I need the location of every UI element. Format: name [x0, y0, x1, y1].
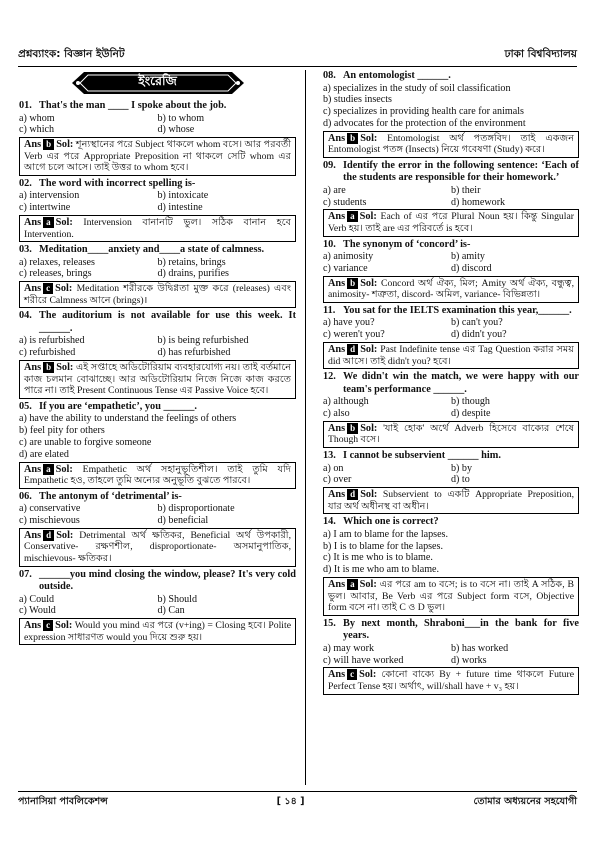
option-item: c) over: [323, 474, 352, 486]
option-item: d) despite: [451, 408, 491, 420]
question-list-left: [19, 100, 296, 645]
solution-box: [323, 421, 579, 448]
question-text: The word with incorrect spelling is-: [39, 177, 196, 189]
solution-label: Sol:: [56, 529, 74, 541]
answer-letter-badge: a: [347, 579, 358, 590]
option-item: d) works: [451, 654, 487, 666]
option-item: a) relaxes, releases: [19, 256, 95, 268]
solution-label: Sol:: [359, 578, 377, 590]
solution-label: Sol:: [55, 463, 73, 475]
question-item: [323, 516, 579, 615]
solution-box: [323, 209, 579, 236]
header-right-title: ঢাকা বিশ্ববিদ্যালয়: [504, 48, 577, 60]
option-item: b) can't you?: [451, 317, 503, 329]
option-item: a) animosity: [323, 251, 374, 263]
answer-letter-badge: c: [43, 283, 53, 294]
question-line: [19, 310, 296, 335]
question-text: Meditation____anxiety and____a state of calmness.: [39, 244, 265, 256]
solution-label: Sol:: [360, 344, 378, 356]
question-line: [19, 244, 296, 257]
option-item: c) will have worked: [323, 654, 404, 666]
option-item: a) on: [323, 462, 344, 474]
solution-text: Entomologist অর্থ পতঙ্গবিদ। তাই একজন Entomologist পতঙ্গ (Insects) নিয়ে গবেষণা (Study) করে।: [328, 132, 574, 156]
solution-box: [19, 528, 296, 567]
solution-label: Sol:: [56, 139, 74, 151]
option-list: [323, 529, 579, 576]
solution-label: Sol:: [360, 132, 378, 144]
answer-label: Ans: [328, 344, 346, 356]
question-number: 11.: [323, 304, 336, 316]
question-number: 13.: [323, 450, 336, 461]
answer-label: Ans: [24, 463, 42, 475]
left-column: [19, 70, 296, 785]
question-item: [323, 371, 579, 448]
answer-label: Ans: [24, 620, 42, 632]
question-line: [323, 371, 579, 396]
question-number: 07.: [19, 568, 32, 580]
option-item: c) mischievous: [19, 514, 80, 526]
option-item: d) whose: [157, 124, 195, 136]
answer-letter-badge: b: [347, 133, 358, 144]
option-item: a) I am to blame for the lapses.: [323, 528, 449, 540]
answer-label: Ans: [328, 422, 346, 434]
answer-label: Ans: [24, 529, 42, 541]
solution-box: [19, 462, 296, 489]
question-item: [19, 491, 296, 567]
question-line: [19, 401, 296, 414]
option-item: c) also: [323, 408, 350, 420]
question-item: [19, 100, 296, 176]
answer-label: Ans: [328, 669, 346, 681]
answer-label: Ans: [24, 139, 42, 151]
question-text: An entomologist ______.: [343, 70, 451, 81]
option-item: b) I is to blame for the lapses.: [323, 540, 443, 552]
option-item: c) releases, brings: [19, 268, 92, 280]
question-text: Which one is correct?: [343, 516, 439, 528]
footer-rule: [18, 791, 577, 792]
option-item: d) It is me who am to blame.: [323, 564, 440, 576]
solution-text: Intervension বানানটি ভুল। সঠিক বানান হবে Intervention.: [24, 216, 292, 240]
question-line: [19, 569, 296, 594]
option-item: b) by: [451, 462, 473, 474]
answer-letter-badge: d: [347, 489, 358, 500]
answer-label: Ans: [328, 578, 346, 590]
solution-box: [323, 342, 579, 369]
option-item: c) variance: [323, 262, 368, 274]
option-item: d) has refurbished: [157, 347, 231, 359]
solution-text: শূন্যস্থানের পরে Subject থাকলে whom বসে। আর পরবর্তী Verb এর পরে Appropriate Preposition না থাকলে সেটি whom এর আগে চলে আসে। তাই উত্তর to whom হবে।: [24, 139, 291, 174]
solution-box: [323, 487, 579, 514]
question-text: We didn't win the match, we were happy with our team's performance ______.: [343, 371, 579, 395]
solution-box: [19, 618, 296, 645]
option-item: b) to whom: [157, 112, 205, 124]
question-number: 01.: [19, 100, 32, 111]
answer-letter-badge: b: [43, 139, 54, 150]
solution-box: [19, 215, 296, 242]
question-item: [19, 401, 296, 489]
page-number: [ ১৪ ]: [276, 795, 305, 807]
option-item: a) have you?: [323, 317, 375, 329]
question-text: If you are ‘empathetic’, you ______.: [39, 400, 197, 412]
page-header: [18, 44, 577, 64]
option-item: b) disproportionate: [157, 503, 235, 515]
option-item: b) has worked: [451, 642, 509, 654]
option-item: a) whom: [19, 112, 55, 124]
question-number: 09.: [323, 159, 336, 171]
solution-text: 'যাই হোক' অর্থে Adverb হিসেবে বাক্যের শেষে Though বসে।: [328, 422, 575, 446]
solution-box: [323, 577, 579, 616]
option-item: b) amity: [451, 251, 485, 263]
question-item: [323, 160, 579, 237]
option-list: [323, 643, 579, 667]
option-item: b) intoxicate: [157, 190, 209, 202]
solution-label: Sol:: [56, 362, 74, 374]
option-item: d) drains, purifies: [157, 268, 229, 280]
question-line: [19, 100, 296, 113]
solution-label: Sol:: [360, 422, 378, 434]
option-item: a) specializes in the study of soil classification: [323, 82, 511, 94]
solution-text: Past Indefinite tense এর Tag Question করার সময় did আসে। তাই didn't you? হবে।: [328, 344, 574, 367]
option-list: [323, 185, 579, 209]
option-item: a) have the ability to understand the feelings of others: [19, 413, 237, 425]
solution-label: Sol:: [360, 277, 378, 289]
column-divider: [305, 70, 306, 785]
solution-label: Sol:: [359, 211, 377, 223]
question-text: Identify the error in the following sentence: ‘Each of the students are responsible for their homework.’: [343, 159, 579, 184]
header-rule: [18, 66, 577, 67]
option-list: [19, 113, 296, 137]
answer-label: Ans: [328, 277, 346, 289]
option-item: c) refurbished: [19, 347, 76, 359]
question-item: [323, 450, 579, 514]
question-number: 14.: [323, 516, 336, 528]
option-item: b) their: [451, 184, 481, 196]
question-item: [19, 569, 296, 646]
header-left-title: প্রশ্নব্যাংক: বিজ্ঞান ইউনিট: [18, 48, 125, 60]
section-banner: [70, 70, 246, 96]
question-item: [323, 305, 579, 369]
solution-text: Concord অর্থ ঐক্য, মিল; Amity অর্থ ঐক্য, বন্ধুত্ব, animosity- শত্রুতা, discord- অমিল, variance- বিভিন্নতা।: [328, 277, 574, 301]
question-line: [323, 70, 579, 83]
question-line: [323, 305, 579, 318]
option-item: b) retains, brings: [157, 256, 226, 268]
answer-letter-badge: b: [347, 278, 358, 289]
question-number: 02.: [19, 177, 32, 189]
question-line: [19, 491, 296, 504]
solution-box: [19, 360, 296, 399]
option-item: a) Could: [19, 593, 55, 605]
option-item: b) is being refurbished: [157, 335, 249, 347]
page-footer: [18, 794, 577, 810]
option-item: d) discord: [451, 262, 492, 274]
answer-label: Ans: [24, 283, 42, 295]
option-item: a) intervension: [19, 190, 80, 202]
solution-box: [323, 131, 579, 158]
solution-text: Empathetic অর্থ সহানুভূতিশীল। তাই তুমি যদি Empathetic হও, তাহলে তুমি অন্যের অনুভূতি বুঝতে পারবে।: [24, 463, 291, 487]
solution-label: Sol:: [360, 489, 378, 501]
option-list: [19, 335, 296, 359]
option-list: [19, 190, 296, 214]
question-text: ______you mind closing the window, please? It's very cold outside.: [39, 568, 296, 593]
solution-text: Would you mind এর পরে (v+ing) = Closing হবে। Polite expression সাধারণত would you দিয়ে শুরু হয়।: [24, 620, 291, 643]
footer-tagline: তোমার অধ্যয়নের সহযোগী: [473, 795, 577, 807]
option-list: [19, 503, 296, 527]
solution-text: এই সপ্তাহে অডিটোরিয়াম ব্যবহারযোগ্য নয়। তাই বর্তমানে কাজ চলমান বোঝাচ্ছে। আর অডিটোরিয়াম নিজে নিজে কাজ করতে পারে না। তাই Present Continuous Tense এর Passive Voice হবে।: [24, 362, 292, 397]
solution-text: এর পরে am to বসে; is to বসে না। তাই A সঠিক, B ভুল। আবার, Be Verb এর পরে Subject form বসে, Objective form বসে না। তাই C ও D ভুল।: [328, 578, 574, 614]
question-number: 10.: [323, 238, 336, 250]
question-text: I cannot be subservient ______ him.: [343, 450, 501, 461]
option-item: b) studies insects: [323, 94, 392, 106]
question-text: By next month, Shraboni___in the bank for five years.: [343, 617, 579, 642]
question-line: [323, 239, 579, 252]
question-text: The auditorium is not available for use this week. It ______.: [39, 310, 296, 334]
option-item: d) to: [451, 474, 470, 486]
answer-label: Ans: [328, 132, 346, 144]
option-item: a) conservative: [19, 503, 81, 515]
option-list: [19, 257, 296, 281]
answer-letter-badge: b: [347, 423, 358, 434]
option-item: a) although: [323, 396, 369, 408]
answer-letter-badge: c: [347, 669, 357, 680]
solution-text: Subservient to একটি Appropriate Preposition, যার অর্থ অধীনস্থ বা অধীন।: [328, 489, 574, 512]
option-list: [323, 83, 579, 130]
question-item: [19, 244, 296, 308]
question-line: [323, 160, 579, 185]
question-number: 06.: [19, 490, 32, 502]
answer-letter-badge: c: [43, 620, 53, 631]
solution-text: কোনো বাক্যে By + future time থাকলে Future Perfect Tense হয়। অর্থাৎ, will/shall have + v₃ হয়।: [328, 669, 574, 692]
option-item: a) may work: [323, 642, 375, 654]
solution-text: Meditation শরীরকে উদ্বিগ্নতা মুক্ত করে (releases) এবং শরীরে Calmness আনে (brings)।: [24, 283, 291, 306]
solution-label: Sol:: [55, 216, 73, 228]
solution-label: Sol:: [55, 620, 73, 632]
solution-box: [323, 667, 579, 694]
answer-letter-badge: b: [43, 362, 54, 373]
answer-label: Ans: [328, 211, 346, 223]
question-line: [323, 618, 579, 643]
question-list-right: [323, 70, 579, 695]
question-item: [19, 178, 296, 242]
option-item: b) Should: [157, 593, 198, 605]
option-list: [323, 317, 579, 341]
option-item: c) which: [19, 124, 55, 136]
answer-letter-badge: d: [347, 344, 358, 355]
question-item: [323, 239, 579, 303]
option-item: d) Can: [157, 605, 185, 617]
answer-label: Ans: [328, 489, 346, 501]
option-item: c) It is me who is to blame.: [323, 552, 433, 564]
question-text: You sat for the IELTS examination this year,______.: [343, 304, 572, 316]
option-item: c) are unable to forgive someone: [19, 436, 152, 448]
option-item: a) is refurbished: [19, 335, 85, 347]
option-item: d) homework: [451, 196, 506, 208]
option-item: c) students: [323, 196, 367, 208]
answer-label: Ans: [24, 362, 42, 374]
option-item: a) are: [323, 184, 346, 196]
section-title: ইংরেজি: [138, 73, 177, 88]
solution-box: [19, 137, 296, 176]
answer-letter-badge: d: [43, 530, 54, 541]
option-item: d) didn't you?: [451, 329, 507, 341]
option-item: d) advocates for the protection of the environment: [323, 117, 526, 129]
question-text: The antonym of ‘detrimental’ is-: [39, 490, 182, 502]
option-item: d) are elated: [19, 448, 69, 460]
question-number: 04.: [19, 310, 32, 322]
footer-publisher: প্যানাসিয়া পাবলিকেশন্স: [18, 795, 108, 807]
question-line: [19, 178, 296, 191]
solution-box: [19, 281, 296, 308]
right-column: [323, 70, 579, 785]
question-number: 15.: [323, 617, 336, 629]
question-item: [323, 618, 579, 695]
question-line: [323, 516, 579, 529]
solution-text: Each of এর পরে Plural Noun হয়। কিন্তু Singular Verb হয়। তাই are এর পরিবর্তে is হবে।: [328, 211, 574, 235]
option-item: c) Would: [19, 605, 56, 617]
option-list: [323, 251, 579, 275]
option-item: c) intertwine: [19, 202, 71, 214]
option-item: b) though: [451, 396, 490, 408]
solution-text: Detrimental অর্থ ক্ষতিকর, Beneficial অর্থ উপকারী, Conservative- রক্ষণশীল, disproportionate- অসমানুপাতিক, mischievous- ক্ষতিকর।: [24, 529, 292, 564]
question-number: 12.: [323, 371, 336, 383]
question-line: [323, 450, 579, 463]
question-number: 08.: [323, 70, 336, 81]
option-list: [19, 413, 296, 460]
answer-letter-badge: a: [43, 464, 54, 475]
question-text: The synonym of ‘concord’ is-: [343, 238, 471, 250]
question-text: That's the man ____ I spoke about the job.: [39, 100, 227, 111]
option-item: b) feel pity for others: [19, 425, 105, 437]
solution-label: Sol:: [359, 669, 377, 681]
answer-letter-badge: a: [347, 211, 358, 222]
solution-box: [323, 276, 579, 303]
option-item: d) intestine: [157, 202, 203, 214]
solution-label: Sol:: [55, 283, 73, 295]
option-item: d) beneficial: [157, 514, 209, 526]
answer-letter-badge: a: [43, 217, 54, 228]
question-number: 05.: [19, 400, 32, 412]
question-item: [19, 310, 296, 398]
option-item: c) weren't you?: [323, 329, 385, 341]
question-number: 03.: [19, 244, 32, 256]
option-list: [19, 594, 296, 618]
question-item: [323, 70, 579, 158]
option-list: [323, 396, 579, 420]
option-item: c) specializes in providing health care for animals: [323, 106, 524, 118]
option-list: [323, 463, 579, 487]
answer-label: Ans: [24, 216, 42, 228]
